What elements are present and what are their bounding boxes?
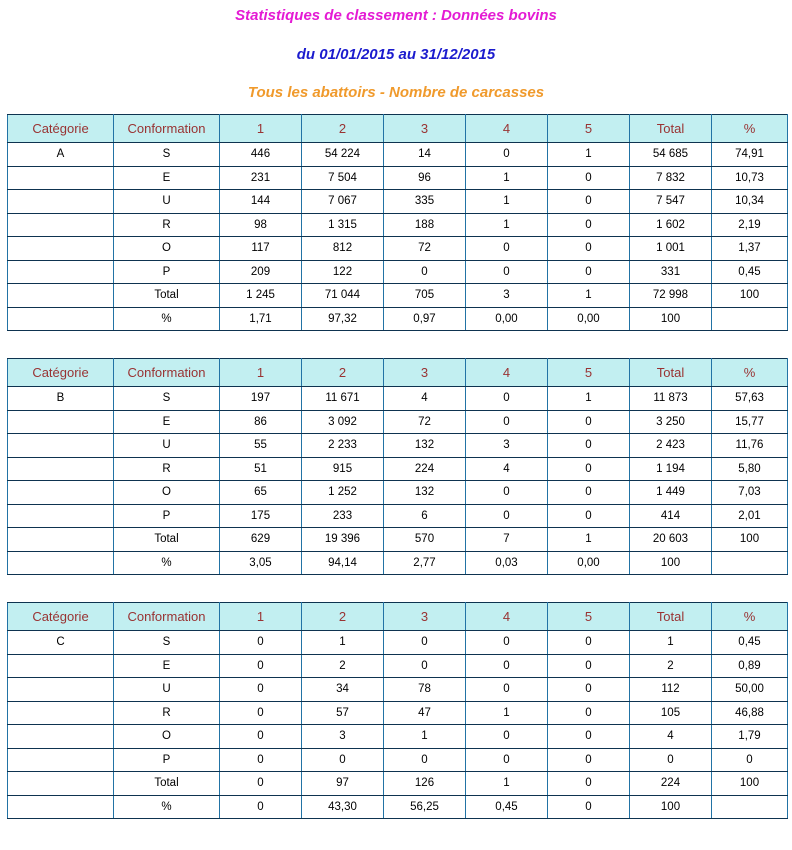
data-cell: 570 xyxy=(384,528,466,552)
data-cell: 0 xyxy=(630,748,712,772)
data-cell: 0 xyxy=(220,678,302,702)
table-row xyxy=(8,284,788,308)
data-cell: 0 xyxy=(220,795,302,819)
data-cell: 0 xyxy=(548,457,630,481)
data-cell: 812 xyxy=(302,237,384,261)
conformation-cell: R xyxy=(114,701,220,725)
conformation-cell: O xyxy=(114,237,220,261)
data-cell xyxy=(712,551,788,575)
header-cell-4: 4 xyxy=(466,359,548,387)
data-cell: 0 xyxy=(220,748,302,772)
conformation-cell: U xyxy=(114,190,220,214)
data-cell: 43,30 xyxy=(302,795,384,819)
data-cell: 3 250 xyxy=(630,410,712,434)
conformation-cell: % xyxy=(114,551,220,575)
data-cell: 72 xyxy=(384,410,466,434)
category-cell xyxy=(8,504,114,528)
date-range: du 01/01/2015 au 31/12/2015 xyxy=(296,46,496,63)
data-cell: 0 xyxy=(548,795,630,819)
category-cell xyxy=(8,772,114,796)
data-cell: 1 194 xyxy=(630,457,712,481)
data-cell: 51 xyxy=(220,457,302,481)
data-cell: 1 xyxy=(548,284,630,308)
data-cell: 0 xyxy=(466,504,548,528)
report-header xyxy=(0,8,792,101)
data-cell: 1 449 xyxy=(630,481,712,505)
data-cell: 4 xyxy=(466,457,548,481)
header-cell-5: 5 xyxy=(548,115,630,143)
data-cell: 0 xyxy=(548,748,630,772)
data-cell: 0 xyxy=(220,725,302,749)
data-cell: 15,77 xyxy=(712,410,788,434)
table-row xyxy=(8,654,788,678)
category-cell xyxy=(8,410,114,434)
category-cell xyxy=(8,434,114,458)
data-cell: 11,76 xyxy=(712,434,788,458)
conformation-cell: E xyxy=(114,166,220,190)
data-cell: 2 233 xyxy=(302,434,384,458)
data-cell: 1 xyxy=(466,190,548,214)
data-cell: 0 xyxy=(548,410,630,434)
data-cell: 34 xyxy=(302,678,384,702)
table-row xyxy=(8,772,788,796)
table-row xyxy=(8,387,788,411)
data-cell: 0 xyxy=(548,678,630,702)
data-cell: 0 xyxy=(466,481,548,505)
data-cell: 11 671 xyxy=(302,387,384,411)
data-cell: 1,37 xyxy=(712,237,788,261)
category-cell xyxy=(8,725,114,749)
data-cell: 197 xyxy=(220,387,302,411)
conformation-cell: % xyxy=(114,795,220,819)
category-cell xyxy=(8,190,114,214)
header-cell--: % xyxy=(712,115,788,143)
data-cell: 98 xyxy=(220,213,302,237)
data-cell: 0 xyxy=(220,772,302,796)
data-cell: 55 xyxy=(220,434,302,458)
data-cell: 7 547 xyxy=(630,190,712,214)
conformation-cell: R xyxy=(114,213,220,237)
header-cell-3: 3 xyxy=(384,115,466,143)
data-cell: 19 396 xyxy=(302,528,384,552)
data-cell: 1 252 xyxy=(302,481,384,505)
table-header-row xyxy=(8,603,788,631)
data-cell: 335 xyxy=(384,190,466,214)
data-cell: 1 xyxy=(466,166,548,190)
header-cell-conformation: Conformation xyxy=(114,359,220,387)
data-cell: 4 xyxy=(384,387,466,411)
report-subtitle: Tous les abattoirs - Nombre de carcasses xyxy=(247,84,545,101)
data-cell: 0 xyxy=(302,748,384,772)
header-cell-total: Total xyxy=(630,359,712,387)
category-cell xyxy=(8,795,114,819)
category-cell xyxy=(8,551,114,575)
data-cell: 54 685 xyxy=(630,143,712,167)
data-cell: 0 xyxy=(466,678,548,702)
table-row xyxy=(8,748,788,772)
conformation-cell: U xyxy=(114,678,220,702)
data-cell: 122 xyxy=(302,260,384,284)
header-cell-conformation: Conformation xyxy=(114,115,220,143)
data-cell: 72 998 xyxy=(630,284,712,308)
header-cell-2: 2 xyxy=(302,359,384,387)
header-cell-2: 2 xyxy=(302,115,384,143)
conformation-cell: P xyxy=(114,748,220,772)
data-cell: 1,71 xyxy=(220,307,302,331)
table-row xyxy=(8,701,788,725)
data-cell: 0 xyxy=(466,237,548,261)
data-cell: 0 xyxy=(466,143,548,167)
header-cell-conformation: Conformation xyxy=(114,603,220,631)
data-cell: 0,03 xyxy=(466,551,548,575)
header-cell-cat-gorie: Catégorie xyxy=(8,603,114,631)
data-cell: 47 xyxy=(384,701,466,725)
header-cell--: % xyxy=(712,603,788,631)
conformation-cell: E xyxy=(114,654,220,678)
data-cell: 2,19 xyxy=(712,213,788,237)
data-cell: 0 xyxy=(384,654,466,678)
data-cell: 224 xyxy=(630,772,712,796)
data-cell xyxy=(712,307,788,331)
data-cell: 100 xyxy=(712,772,788,796)
data-cell: 3 092 xyxy=(302,410,384,434)
conformation-cell: Total xyxy=(114,772,220,796)
conformation-cell: % xyxy=(114,307,220,331)
conformation-cell: S xyxy=(114,631,220,655)
data-cell: 0 xyxy=(548,725,630,749)
data-cell: 105 xyxy=(630,701,712,725)
data-cell: 3 xyxy=(466,434,548,458)
data-cell: 0 xyxy=(548,260,630,284)
category-cell xyxy=(8,166,114,190)
table-row xyxy=(8,410,788,434)
stats-table-category-b xyxy=(7,358,788,575)
data-cell: 100 xyxy=(712,528,788,552)
data-cell: 97,32 xyxy=(302,307,384,331)
data-cell: 0 xyxy=(220,701,302,725)
table-row xyxy=(8,213,788,237)
data-cell: 56,25 xyxy=(384,795,466,819)
table-row xyxy=(8,260,788,284)
data-cell: 0 xyxy=(548,772,630,796)
data-cell: 46,88 xyxy=(712,701,788,725)
data-cell: 1 xyxy=(630,631,712,655)
data-cell: 1 xyxy=(466,213,548,237)
data-cell: 0 xyxy=(548,237,630,261)
data-cell: 97 xyxy=(302,772,384,796)
table-row xyxy=(8,528,788,552)
conformation-cell: P xyxy=(114,260,220,284)
data-cell: 7 067 xyxy=(302,190,384,214)
data-cell: 1 xyxy=(466,701,548,725)
conformation-cell: Total xyxy=(114,528,220,552)
data-cell: 72 xyxy=(384,237,466,261)
data-cell: 100 xyxy=(630,795,712,819)
table-row xyxy=(8,631,788,655)
data-cell: 78 xyxy=(384,678,466,702)
data-cell: 50,00 xyxy=(712,678,788,702)
data-cell: 0 xyxy=(384,631,466,655)
table-row xyxy=(8,481,788,505)
data-cell: 0,45 xyxy=(712,260,788,284)
header-cell-cat-gorie: Catégorie xyxy=(8,115,114,143)
header-cell-2: 2 xyxy=(302,603,384,631)
data-cell: 0 xyxy=(548,434,630,458)
data-cell: 0,00 xyxy=(548,307,630,331)
data-cell: 117 xyxy=(220,237,302,261)
data-cell: 6 xyxy=(384,504,466,528)
data-cell: 1 xyxy=(548,387,630,411)
table-row xyxy=(8,166,788,190)
data-cell: 2,01 xyxy=(712,504,788,528)
data-cell: 144 xyxy=(220,190,302,214)
data-cell: 1 602 xyxy=(630,213,712,237)
header-cell-1: 1 xyxy=(220,603,302,631)
header-cell-total: Total xyxy=(630,603,712,631)
header-cell-4: 4 xyxy=(466,603,548,631)
data-cell: 0 xyxy=(548,631,630,655)
data-cell: 100 xyxy=(712,284,788,308)
category-cell xyxy=(8,678,114,702)
data-cell: 0 xyxy=(466,631,548,655)
data-cell: 71 044 xyxy=(302,284,384,308)
data-cell: 0,97 xyxy=(384,307,466,331)
category-cell xyxy=(8,654,114,678)
table-header-row xyxy=(8,115,788,143)
data-cell: 96 xyxy=(384,166,466,190)
conformation-cell: P xyxy=(114,504,220,528)
conformation-cell: S xyxy=(114,143,220,167)
table-row xyxy=(8,551,788,575)
conformation-cell: O xyxy=(114,481,220,505)
table-row xyxy=(8,143,788,167)
header-cell-1: 1 xyxy=(220,359,302,387)
data-cell: 2 xyxy=(630,654,712,678)
data-cell: 224 xyxy=(384,457,466,481)
data-cell: 0 xyxy=(220,631,302,655)
data-cell: 1 xyxy=(466,772,548,796)
data-cell: 0 xyxy=(384,260,466,284)
tables-container xyxy=(0,114,792,819)
data-cell: 112 xyxy=(630,678,712,702)
data-cell: 0,89 xyxy=(712,654,788,678)
conformation-cell: U xyxy=(114,434,220,458)
data-cell: 57,63 xyxy=(712,387,788,411)
data-cell: 10,34 xyxy=(712,190,788,214)
category-cell xyxy=(8,701,114,725)
stats-table-category-a xyxy=(7,114,788,331)
header-cell-total: Total xyxy=(630,115,712,143)
page-title: Statistiques de classement : Données bovins xyxy=(235,7,557,24)
data-cell: 100 xyxy=(630,307,712,331)
data-cell: 0 xyxy=(466,725,548,749)
category-cell xyxy=(8,237,114,261)
conformation-cell: O xyxy=(114,725,220,749)
data-cell: 0 xyxy=(384,748,466,772)
header-cell-3: 3 xyxy=(384,359,466,387)
data-cell: 5,80 xyxy=(712,457,788,481)
data-cell: 65 xyxy=(220,481,302,505)
data-cell: 0 xyxy=(548,213,630,237)
data-cell: 915 xyxy=(302,457,384,481)
data-cell: 0 xyxy=(466,410,548,434)
data-cell: 231 xyxy=(220,166,302,190)
data-cell: 629 xyxy=(220,528,302,552)
data-cell: 1 245 xyxy=(220,284,302,308)
category-cell xyxy=(8,284,114,308)
category-cell xyxy=(8,528,114,552)
data-cell: 0 xyxy=(712,748,788,772)
data-cell: 705 xyxy=(384,284,466,308)
data-cell: 1 xyxy=(548,528,630,552)
data-cell: 14 xyxy=(384,143,466,167)
data-cell: 0,00 xyxy=(548,551,630,575)
data-cell: 1 xyxy=(384,725,466,749)
data-cell xyxy=(712,795,788,819)
data-cell: 175 xyxy=(220,504,302,528)
header-cell-1: 1 xyxy=(220,115,302,143)
category-cell xyxy=(8,213,114,237)
header-cell-5: 5 xyxy=(548,359,630,387)
conformation-cell: R xyxy=(114,457,220,481)
table-header-row xyxy=(8,359,788,387)
data-cell: 3 xyxy=(466,284,548,308)
data-cell: 2 xyxy=(302,654,384,678)
data-cell: 0 xyxy=(548,654,630,678)
data-cell: 1 xyxy=(548,143,630,167)
data-cell: 1 315 xyxy=(302,213,384,237)
header-cell-3: 3 xyxy=(384,603,466,631)
category-cell xyxy=(8,748,114,772)
category-cell xyxy=(8,457,114,481)
data-cell: 1 xyxy=(302,631,384,655)
data-cell: 0 xyxy=(466,387,548,411)
data-cell: 10,73 xyxy=(712,166,788,190)
data-cell: 0 xyxy=(466,260,548,284)
table-row xyxy=(8,190,788,214)
data-cell: 0 xyxy=(548,701,630,725)
data-cell: 331 xyxy=(630,260,712,284)
data-cell: 446 xyxy=(220,143,302,167)
conformation-cell: S xyxy=(114,387,220,411)
data-cell: 132 xyxy=(384,481,466,505)
table-row xyxy=(8,457,788,481)
data-cell: 0 xyxy=(466,654,548,678)
data-cell: 188 xyxy=(384,213,466,237)
data-cell: 54 224 xyxy=(302,143,384,167)
data-cell: 2,77 xyxy=(384,551,466,575)
category-cell: A xyxy=(8,143,114,167)
header-cell-5: 5 xyxy=(548,603,630,631)
data-cell: 7 832 xyxy=(630,166,712,190)
data-cell: 0 xyxy=(548,504,630,528)
data-cell: 1,79 xyxy=(712,725,788,749)
data-cell: 132 xyxy=(384,434,466,458)
data-cell: 100 xyxy=(630,551,712,575)
table-row xyxy=(8,307,788,331)
data-cell: 74,91 xyxy=(712,143,788,167)
data-cell: 414 xyxy=(630,504,712,528)
data-cell: 0,00 xyxy=(466,307,548,331)
data-cell: 11 873 xyxy=(630,387,712,411)
conformation-cell: E xyxy=(114,410,220,434)
data-cell: 209 xyxy=(220,260,302,284)
data-cell: 3,05 xyxy=(220,551,302,575)
data-cell: 0 xyxy=(548,190,630,214)
table-row xyxy=(8,504,788,528)
data-cell: 2 423 xyxy=(630,434,712,458)
table-row xyxy=(8,678,788,702)
data-cell: 0 xyxy=(466,748,548,772)
data-cell: 20 603 xyxy=(630,528,712,552)
data-cell: 4 xyxy=(630,725,712,749)
data-cell: 94,14 xyxy=(302,551,384,575)
category-cell xyxy=(8,481,114,505)
data-cell: 0 xyxy=(548,481,630,505)
data-cell: 0,45 xyxy=(466,795,548,819)
data-cell: 1 001 xyxy=(630,237,712,261)
data-cell: 86 xyxy=(220,410,302,434)
category-cell xyxy=(8,260,114,284)
stats-table-category-c xyxy=(7,602,788,819)
table-row xyxy=(8,795,788,819)
category-cell: B xyxy=(8,387,114,411)
data-cell: 3 xyxy=(302,725,384,749)
header-cell-4: 4 xyxy=(466,115,548,143)
table-row xyxy=(8,237,788,261)
header-cell--: % xyxy=(712,359,788,387)
data-cell: 126 xyxy=(384,772,466,796)
data-cell: 233 xyxy=(302,504,384,528)
data-cell: 0 xyxy=(220,654,302,678)
data-cell: 57 xyxy=(302,701,384,725)
table-row xyxy=(8,725,788,749)
data-cell: 0,45 xyxy=(712,631,788,655)
conformation-cell: Total xyxy=(114,284,220,308)
data-cell: 7 504 xyxy=(302,166,384,190)
table-row xyxy=(8,434,788,458)
data-cell: 7,03 xyxy=(712,481,788,505)
header-cell-cat-gorie: Catégorie xyxy=(8,359,114,387)
data-cell: 0 xyxy=(548,166,630,190)
category-cell: C xyxy=(8,631,114,655)
data-cell: 7 xyxy=(466,528,548,552)
category-cell xyxy=(8,307,114,331)
